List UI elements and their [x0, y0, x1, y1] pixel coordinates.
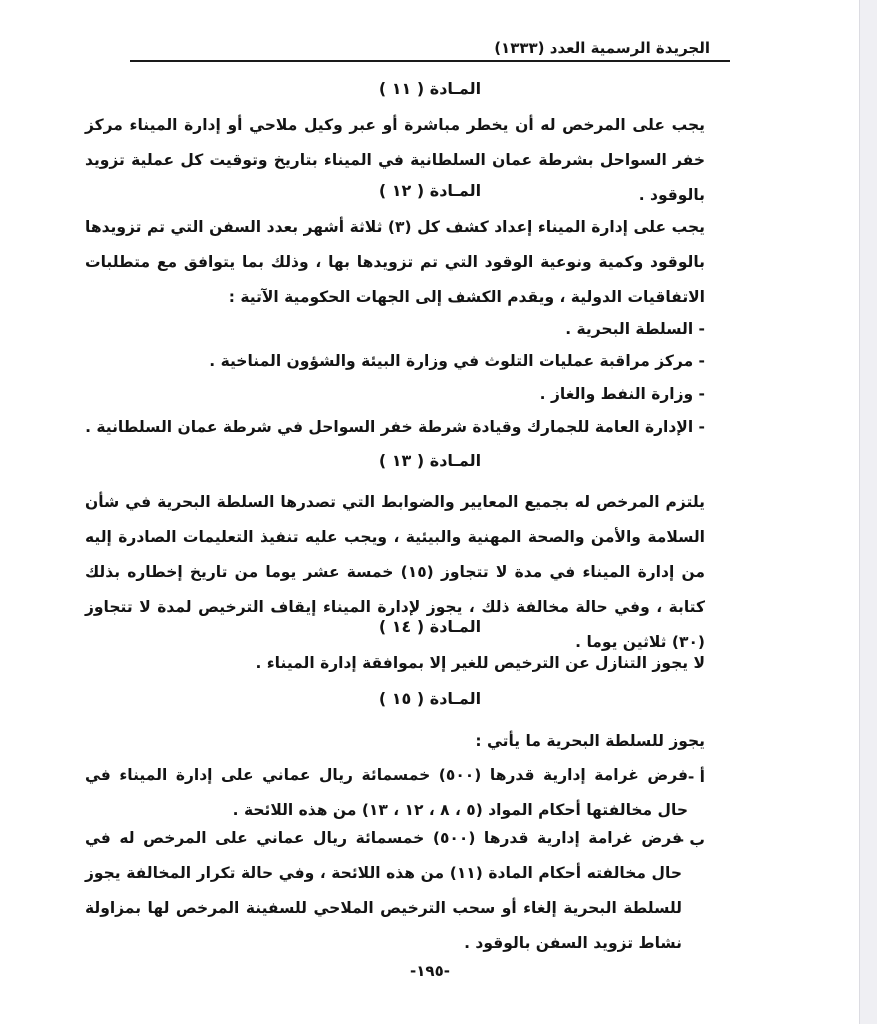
- clause-b-label: ب -: [677, 831, 705, 849]
- list-item: - السلطة البحرية .: [565, 320, 705, 338]
- list-item: - وزارة النفط والغاز .: [539, 385, 705, 403]
- list-item: - مركز مراقبة عمليات التلوث في وزارة البيئة والشؤون المناخية .: [209, 352, 705, 370]
- article-11-title: المـادة ( ١١ ): [378, 79, 482, 98]
- article-14-title: المـادة ( ١٤ ): [378, 617, 482, 636]
- article-13-body: يلتزم المرخص له بجميع المعايير والضوابط التي تصدرها السلطة البحرية في شأن السلامة والأمن والصحة المهنية والبيئية ، ويجب عليه تنفيذ التعليمات الصادرة إليه من إدارة الميناء في مدة لا تتجاوز (١٥) خمسة عشر يوما من تاريخ إخطاره بذلك كتابة ، وفي حالة مخالفة ذلك ، يجوز لإدارة الميناء إيقاف الترخيص لمدة لا تتجاوز (٣٠) ثلاثين يوما .: [85, 493, 706, 651]
- clause-a-label: أ -: [687, 768, 705, 786]
- gazette-header-title: الجريدة الرسمية العدد (١٣٣٣): [494, 39, 710, 57]
- article-11-body: يجب على المرخص له أن يخطر مباشرة أو عبر وكيل ملاحي أو إدارة الميناء مركز خفر السواحل بشرطة عمان السلطانية في الميناء بتاريخ وتوقيت كل عملية تزويد بالوقود .: [85, 116, 705, 204]
- clause-a-text: فرض غرامة إدارية قدرها (٥٠٠) خمسمائة ريال عماني على إدارة الميناء في حال مخالفتها أحكام المواد (٥ ، ٨ ، ١٢ ، ١٣) من هذه اللائحة .: [85, 766, 688, 819]
- article-13-title: المـادة ( ١٣ ): [378, 451, 482, 470]
- viewer-side-strip: [859, 0, 877, 1024]
- page-number: -١٩٥-: [410, 962, 450, 980]
- article-12-body: يجب على إدارة الميناء إعداد كشف كل (٣) ثلاثة أشهر بعدد السفن التي تم تزويدها بالوقود وكمية ونوعية الوقود التي تم تزويدها بها ، وذلك بما يتوافق مع متطلبات الاتفاقيات الدولية ، ويقدم الكشف إلى الجهات الحكومية الآتية :: [85, 218, 705, 306]
- article-15-intro: يجوز للسلطة البحرية ما يأتي :: [475, 732, 705, 750]
- header-divider: [130, 60, 730, 62]
- article-12-title: المـادة ( ١٢ ): [378, 181, 482, 200]
- article-15-title: المـادة ( ١٥ ): [378, 689, 482, 708]
- list-item: - الإدارة العامة للجمارك وقيادة شرطة خفر السواحل في شرطة عمان السلطانية .: [85, 418, 705, 436]
- article-14-body: لا يجوز التنازل عن الترخيص للغير إلا بموافقة إدارة الميناء .: [255, 654, 705, 672]
- clause-b-text: فرض غرامة إدارية قدرها (٥٠٠) خمسمائة ريال عماني على المرخص له في حال مخالفته أحكام المادة (١١) من هذه اللائحة ، وفي حالة تكرار المخالفة يجوز للسلطة البحرية إلغاء أو سحب الترخيص الملاحي للسفينة المرخص لها بمزاولة نشاط تزويد السفن بالوقود .: [85, 829, 683, 952]
